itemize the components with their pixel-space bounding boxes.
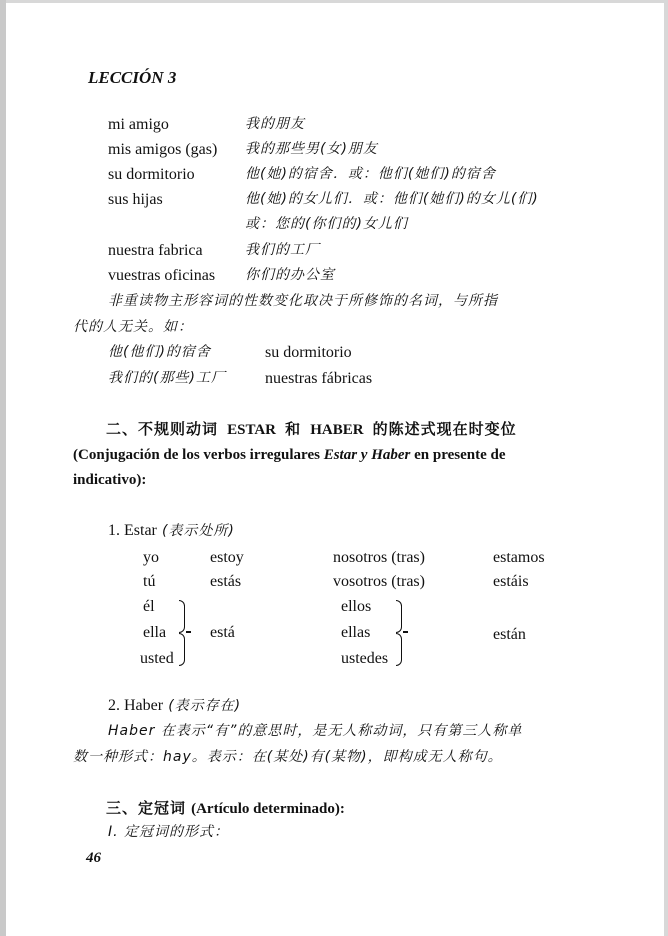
page-frame-left [0,0,6,936]
section2-subtitle-part2: en presente de [414,447,506,463]
section3-title [106,797,345,820]
page-frame-top [0,0,668,3]
estar-form-tu: estás [210,573,242,590]
estar-form-estan: están [493,626,526,643]
vocab-zh-1: 我的朋友 [245,116,305,132]
estar-form-nosotros: estamos [493,549,545,566]
note-line-1: 非重读物主形容词的性数变化取决于所修饰的名词，与所指 [108,293,498,309]
note-line-2: 代的人无关。如： [73,319,193,335]
brace-upper-right [396,600,402,633]
estar-pronoun-ella: ella [143,624,167,641]
estar-pronoun-nosotros: nosotros (tras) [333,549,425,566]
lesson-title: LECCIÓN 3 [88,68,177,87]
brace-lower-right [396,633,402,666]
section2-title [106,418,517,441]
vocab-zh-6: 我们的工厂 [245,242,320,258]
section3-title-zh: 三、定冠词 [106,799,187,817]
example-zh-1: 他(他们)的宿舍 [108,344,211,360]
estar-pronoun-ustedes: ustedes [341,650,389,667]
page-number: 46 [86,850,101,866]
vocab-es-1: mi amigo [108,116,169,133]
section2-title-estar: ESTAR [227,422,277,438]
page-frame-right [664,0,668,936]
haber-line-2: 数一种形式：hay。表示：在(某处)有(某物)，即构成无人称句。 [73,749,503,765]
brace-tip-right [403,631,408,633]
section2-title-haber: HABER [310,422,364,438]
vocab-es-7: vuestras oficinas [108,267,216,284]
estar-heading-es: 1. Estar [108,522,157,539]
brace-lower-left [179,633,185,666]
section2-subtitle-line2: indicativo): [73,472,147,488]
estar-form-esta: está [210,624,235,641]
estar-pronoun-usted: usted [140,650,174,667]
example-es-1: su dormitorio [265,344,352,361]
section2-title-and: 和 [285,420,302,438]
estar-heading-zh: (表示处所) [161,523,235,539]
section3-title-es: (Artículo determinado): [191,801,345,817]
vocab-zh-4: 他(她)的女儿们．或：他们(她们)的女儿(们) [245,191,539,207]
estar-pronoun-ellas: ellas [341,624,371,641]
brace-upper-left [179,600,185,633]
haber-heading-es: 2. Haber [108,697,164,714]
section3-subheading: I. 定冠词的形式： [108,824,230,840]
vocab-zh-5: 或：您的(你们的)女儿们 [245,216,408,232]
estar-pronoun-vosotros: vosotros (tras) [333,573,425,590]
haber-heading [108,695,241,716]
vocab-es-4: sus hijas [108,191,163,208]
vocab-zh-3: 他(她)的宿舍．或：他们(她们)的宿舍 [245,166,496,182]
haber-heading-zh: (表示存在) [168,698,242,714]
section2-subtitle-em: Estar y Haber [323,447,411,463]
vocab-es-3: su dormitorio [108,166,195,183]
estar-heading [108,520,235,541]
vocab-zh-2: 我的那些男(女)朋友 [245,141,378,157]
section2-title-prefix: 二、不规则动词 [106,420,219,438]
example-zh-2: 我们的(那些)工厂 [108,370,226,386]
estar-pronoun-el: él [143,598,155,615]
vocab-es-2: mis amigos (gas) [108,141,218,158]
haber-line-1: Haber 在表示“有”的意思时，是无人称动词，只有第三人称单 [108,723,523,739]
example-es-2: nuestras fábricas [265,370,373,387]
brace-tip-left [186,631,191,633]
estar-form-yo: estoy [210,549,244,566]
estar-pronoun-yo: yo [143,549,159,566]
estar-pronoun-ellos: ellos [341,598,372,615]
estar-form-vosotros: estáis [493,573,529,590]
estar-pronoun-tu: tú [143,573,156,590]
section2-subtitle-part1: (Conjugación de los verbos irregulares [73,447,320,463]
section2-title-suffix: 的陈述式现在时变位 [372,420,517,438]
section2-subtitle-line1 [73,444,506,466]
vocab-zh-7: 你们的办公室 [245,267,335,283]
vocab-es-6: nuestra fabrica [108,242,203,259]
